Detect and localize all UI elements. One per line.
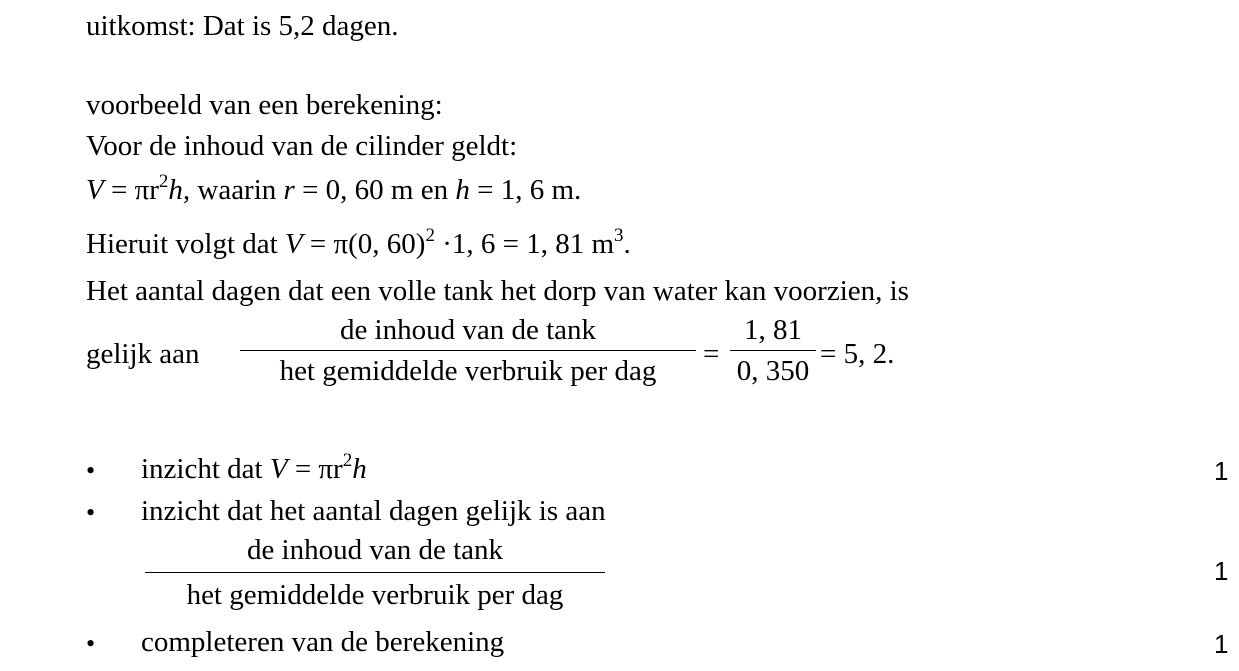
var-r: r — [283, 174, 295, 206]
bullet-marker: • — [86, 498, 96, 527]
fraction-numerator: de inhoud van de tank — [339, 314, 597, 346]
score-points: 1 — [1214, 556, 1229, 586]
example-line-cylinder: Voor de inhoud van de cilinder geldt: — [86, 130, 518, 162]
var-V: V — [86, 174, 104, 206]
exponent: 2 — [158, 171, 169, 192]
formula-rval: = 0, 60 m en — [294, 174, 456, 206]
fraction-denominator: het gemiddelde verbruik per dag — [279, 355, 657, 387]
exponent: 2 — [342, 450, 353, 471]
hieruit-line — [86, 225, 631, 260]
formula-eq: = πr — [103, 174, 159, 206]
outcome-text: uitkomst: Dat is 5,2 dagen. — [86, 10, 399, 42]
bullet-marker: • — [86, 629, 96, 658]
bullet-marker: • — [86, 456, 96, 485]
fraction-numeric — [730, 316, 816, 386]
gelijk-aan-text: gelijk aan — [86, 338, 200, 370]
hieruit-end: . — [623, 228, 631, 260]
example-heading: voorbeeld van een berekening: — [86, 89, 443, 121]
formula-waarin: waarin — [190, 174, 284, 206]
var-h: h, — [168, 174, 191, 206]
hieruit-text: Hieruit volgt dat — [86, 228, 285, 260]
var-V: V — [269, 453, 288, 485]
fraction-inhoud-verbruik — [240, 316, 696, 386]
fraction-numerator: 1, 81 — [744, 314, 802, 346]
item-formula: = πr — [287, 453, 343, 485]
item-text: inzicht dat — [141, 453, 270, 485]
aantal-line: Het aantal dagen dat een volle tank het dorp van water kan voorzien, is — [86, 275, 909, 307]
score-points: 1 — [1214, 456, 1229, 486]
formula-hval: = 1, 6 m. — [469, 174, 582, 206]
fraction-numerator: de inhoud van de tank — [246, 534, 504, 566]
equals-sign: = — [703, 338, 720, 370]
scoring-item-1 — [141, 450, 367, 485]
var-V: V — [284, 228, 303, 260]
score-points: 1 — [1214, 629, 1229, 659]
formula-volume-line — [86, 171, 582, 206]
result-text: = 5, 2. — [820, 338, 895, 370]
scoring-fraction — [145, 536, 605, 610]
fraction-denominator: 0, 350 — [736, 355, 810, 387]
fraction-denominator: het gemiddelde verbruik per dag — [186, 579, 564, 611]
var-h: h — [352, 453, 367, 485]
scoring-item-3: completeren van de berekening — [141, 626, 505, 658]
exponent: 2 — [425, 225, 435, 246]
scoring-item-2: inzicht dat het aantal dagen gelijk is aan — [141, 495, 606, 527]
unit-exponent: 3 — [614, 225, 624, 246]
hieruit-result: ·1, 6 = 1, 81 m — [434, 228, 615, 260]
var-h2: h — [455, 174, 470, 206]
hieruit-calc: = π(0, 60) — [302, 228, 426, 260]
